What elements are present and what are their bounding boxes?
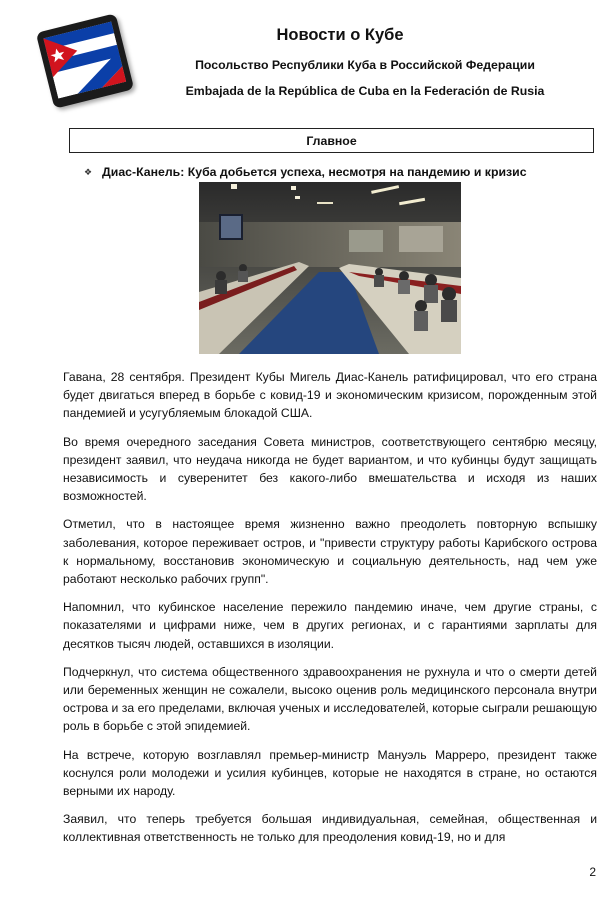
section-header xyxy=(69,128,594,153)
article-paragraph: Гавана, 28 сентября. Президент Кубы Мигель Диас-Канель ратифицировал, что его страна будет двигаться вперед в борьбе с ковид-19 и экономическим кризисом, порожденным этой пандемией и усугубляемым блокадой США. xyxy=(63,370,597,421)
cuba-russia-flags-icon xyxy=(36,13,134,109)
article-paragraph: На встрече, которую возглавлял премьер-министр Мануэль Марреро, президент также коснулся роли молодежи и усилия кубинцев, которые не находятся в стране, но остаются верными их народу. xyxy=(63,747,597,799)
article-paragraph: Напомнил, что кубинское население пережило пандемию иначе, чем другие страны, с показателями и цифрами ниже, чем в других регионах, и с гарантиями зарплаты для десятков тысяч людей, оставшихся в изоляции. xyxy=(63,600,597,651)
embassy-name-russian: Посольство Республики Куба в Российской Федерации xyxy=(195,58,535,72)
article-paragraph: Отметил, что в настоящее время жизненно важно преодолеть повторную вспышку заболевания, которое переживает остров, и "привести структуру работы Карибского острова к нормальному, восстановив экономическую и социальную деятельность, над чем уже работают несколько рабочих групп". xyxy=(63,517,597,587)
article-paragraph: Заявил, что теперь требуется большая индивидуальная, семейная, общественная и коллективная ответственность не только для преодоления ковид-19, но и для xyxy=(63,812,597,845)
embassy-name-spanish: Embajada de la República de Cuba en la Federación de Rusia xyxy=(185,84,545,98)
article-headline xyxy=(84,165,584,179)
article-paragraph: Подчеркнул, что система общественного здравоохранения не рухнула и что о смерти детей или беременных женщин не сожалели, высоко оценив роль медицинского персонала внутри острова и за его пределами, включая ученых и исследователей, которые сыграли решающую роль в борьбе с этой эпидемией. xyxy=(63,664,597,734)
article-body xyxy=(63,368,597,857)
flags-logo-graphic xyxy=(43,21,126,98)
diamond-bullet-icon: ❖ xyxy=(84,166,93,177)
meeting-photo xyxy=(199,182,461,354)
headline-text: Диас-Канель: Куба добьется успеха, несмотря на пандемию и кризис xyxy=(102,165,527,179)
article-paragraph: Во время очередного заседания Совета министров, соответствующего сентябрю месяцу, президент заявил, что неудача никогда не будет вариантом, и что кубинцы будут защищать независимость и суверенитет без какого-либо вмешательства и исходя из наших возможностей. xyxy=(63,434,597,504)
section-label: Главное xyxy=(306,133,357,148)
page-number: 2 xyxy=(589,865,596,879)
page-title: Новости о Кубе xyxy=(276,26,404,44)
